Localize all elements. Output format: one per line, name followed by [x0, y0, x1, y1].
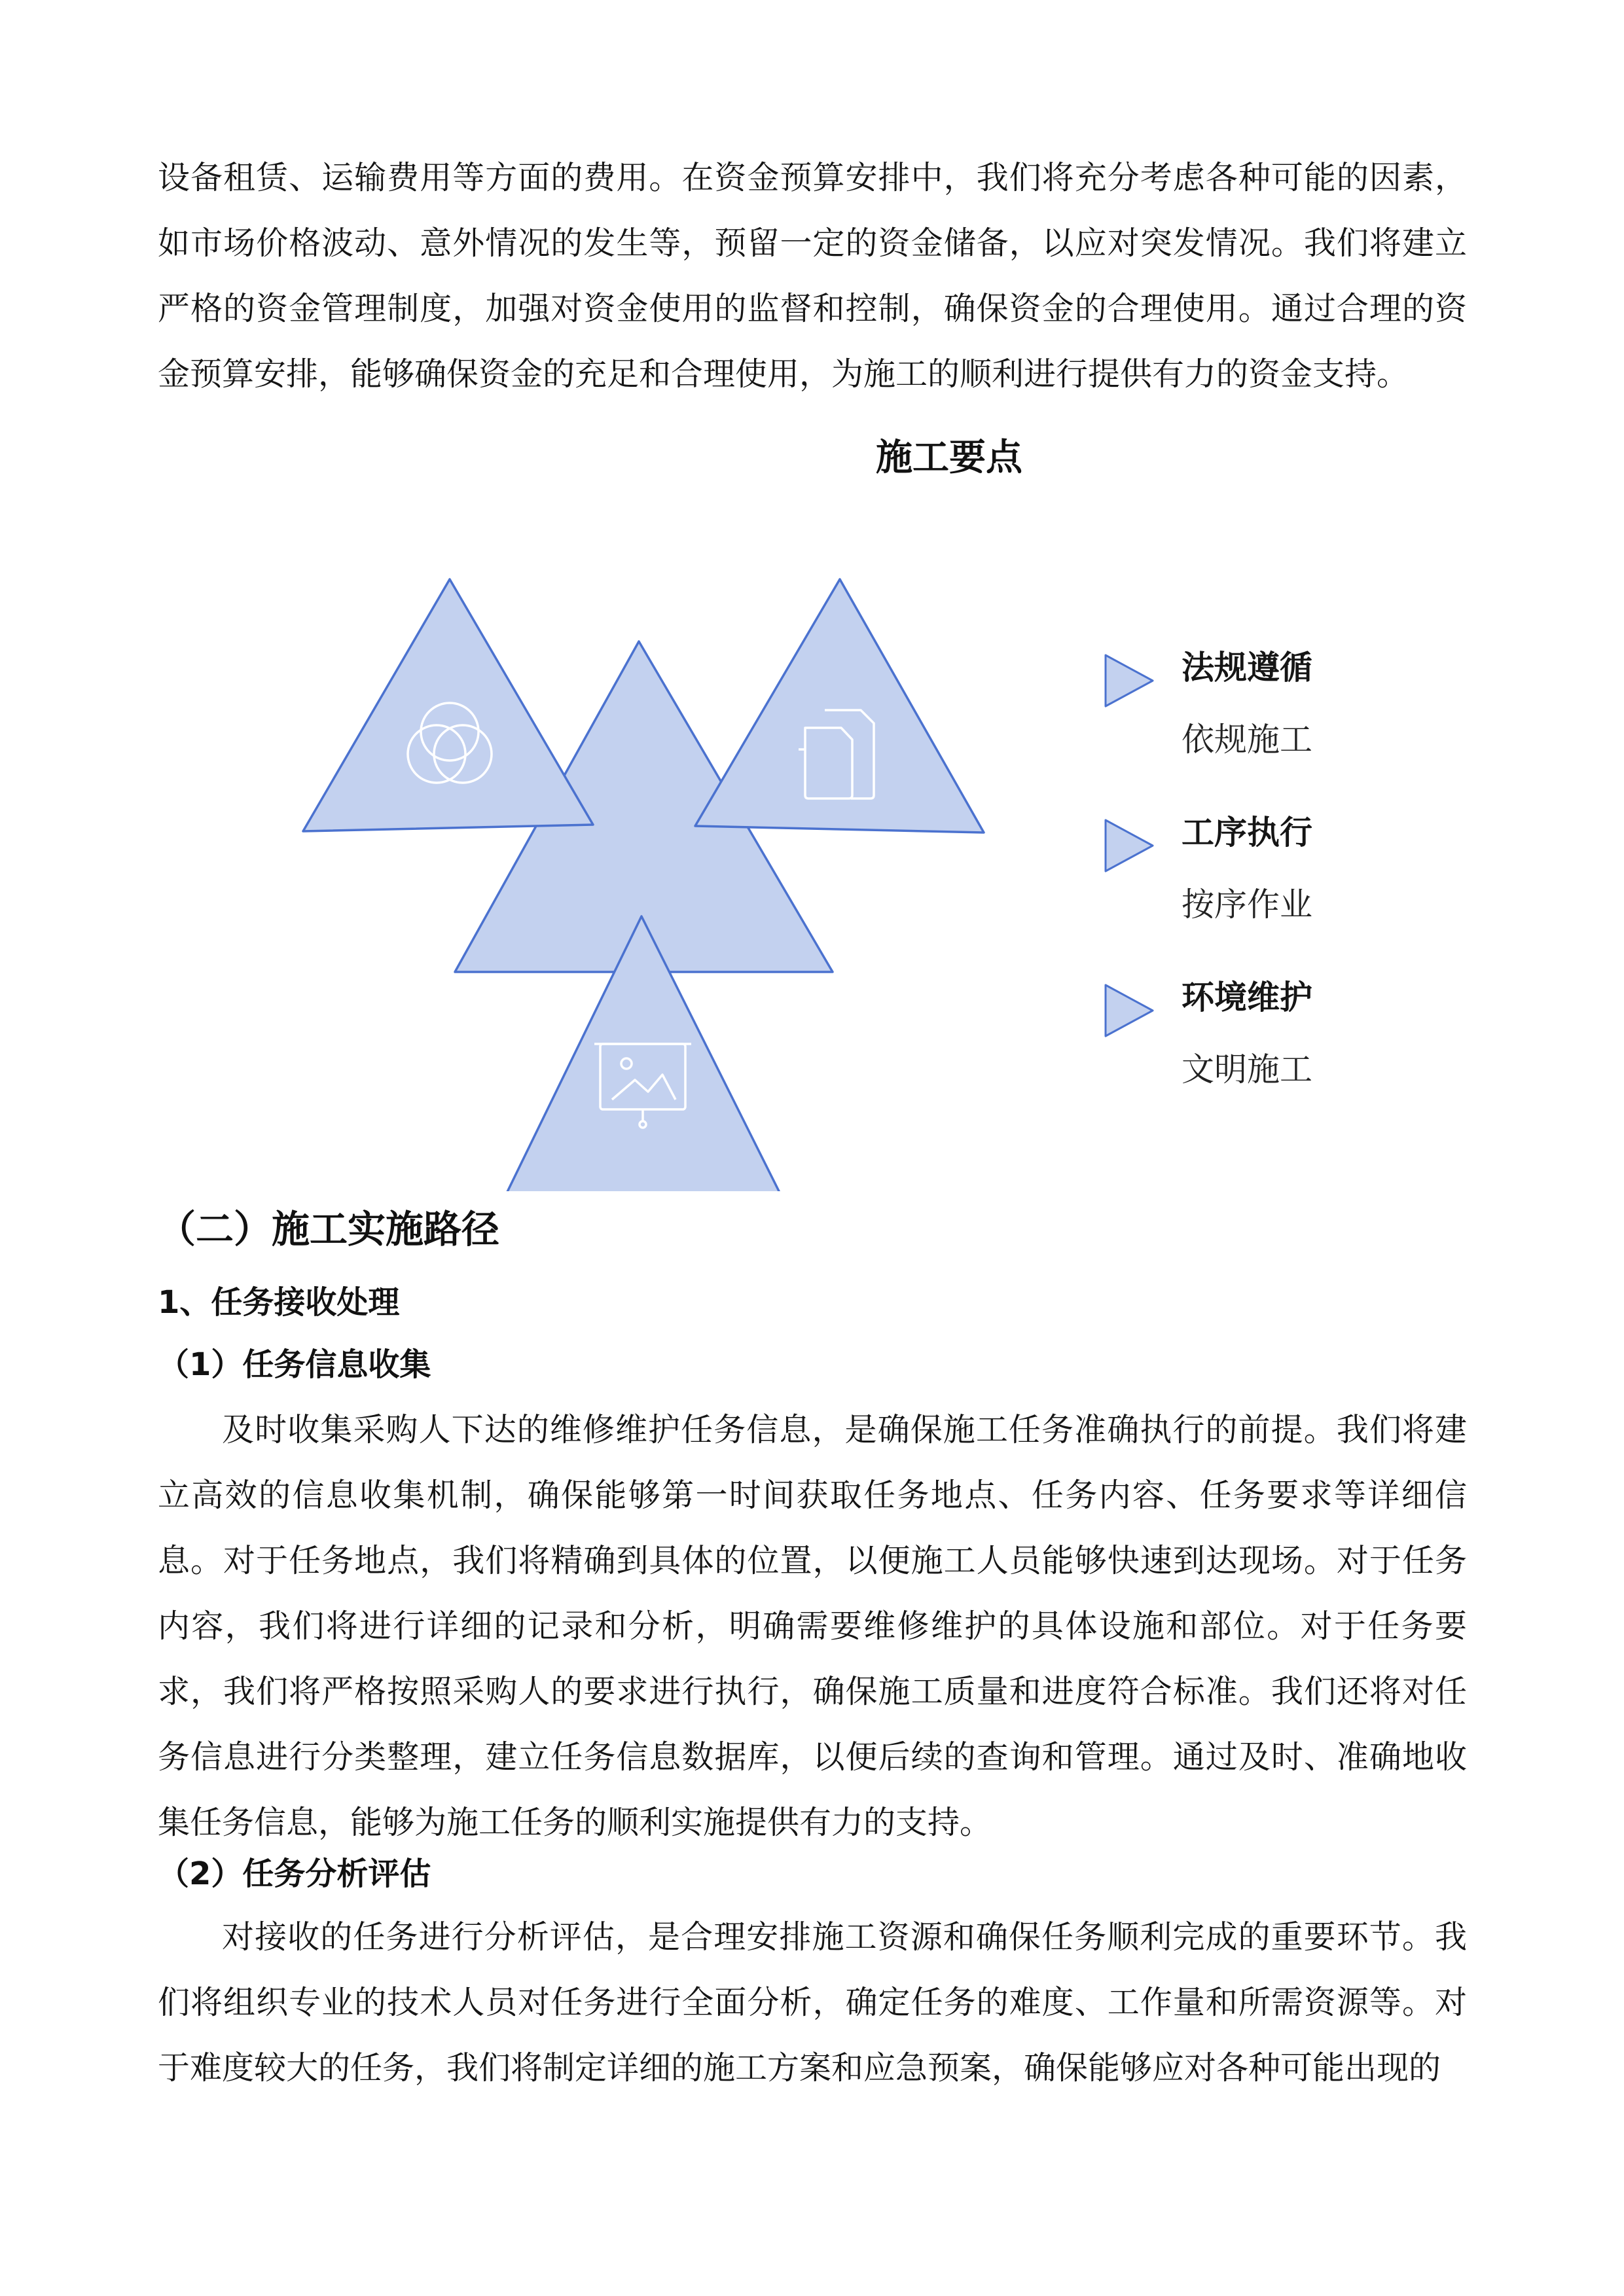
figure-legend: [1103, 645, 1470, 1139]
triangles-graphic: [288, 563, 1021, 1191]
legend-item: [1103, 975, 1470, 1139]
legend-item-title: 工序执行: [1182, 814, 1312, 852]
play-triangle-icon: [1103, 982, 1155, 1039]
legend-item-desc: 依规施工: [1182, 721, 1312, 759]
intro-paragraph: 设备租赁、运输费用等方面的费用。在资金预算安排中，我们将充分考虑各种可能的因素，如市场价格波动、意外情况的发生等，预留一定的资金储备，以应对突发情况。我们将建立严格的资金管理制度，加强对资金使用的监督和控制，确保资金的合理使用。通过合理的资金预算安排，能够确保资金的充足和合理使用，为施工的顺利进行提供有力的资金支持。: [158, 159, 1467, 393]
triangle-left: [303, 579, 593, 831]
legend-item-title: 法规遵循: [1182, 649, 1312, 687]
figure-title: 施工要点: [876, 437, 1022, 479]
legend-item-desc: 按序作业: [1182, 886, 1312, 924]
construction-points-diagram: [288, 563, 1021, 1191]
play-triangle-icon: [1103, 653, 1155, 709]
item2-heading: （2）任务分析评估: [158, 1856, 431, 1892]
item2-body: 对接收的任务进行分析评估，是合理安排施工资源和确保任务顺利完成的重要环节。我们将组织专业的技术人员对任务进行全面分析，确定任务的难度、工作量和所需资源等。对于难度较大的任务，我们将制定详细的施工方案和应急预案，确保能够应对各种可能出现的: [158, 1918, 1467, 2087]
triangle-right: [695, 579, 984, 833]
item1-heading: （1）任务信息收集: [158, 1346, 431, 1383]
subsection-heading: 1、任务接收处理: [158, 1284, 400, 1321]
section-heading: （二）施工实施路径: [158, 1207, 500, 1251]
play-triangle-icon: [1103, 817, 1155, 874]
legend-item-title: 环境维护: [1182, 978, 1312, 1016]
legend-item: [1103, 810, 1470, 975]
legend-item-desc: 文明施工: [1182, 1050, 1312, 1088]
item1-body: 及时收集采购人下达的维修维护任务信息，是确保施工任务准确执行的前提。我们将建立高效的信息收集机制，确保能够第一时间获取任务地点、任务内容、任务要求等详细信息。对于任务地点，我们将精确到具体的位置，以便施工人员能够快速到达现场。对于任务内容，我们将进行详细的记录和分析，明确需要维修维护的具体设施和部位。对于任务要求，我们将严格按照采购人的要求进行执行，确保施工质量和进度符合标准。我们还将对任务信息进行分类整理，建立任务信息数据库，以便后续的查询和管理。通过及时、准确地收集任务信息，能够为施工任务的顺利实施提供有力的支持。: [158, 1411, 1467, 1841]
legend-item: [1103, 645, 1470, 810]
